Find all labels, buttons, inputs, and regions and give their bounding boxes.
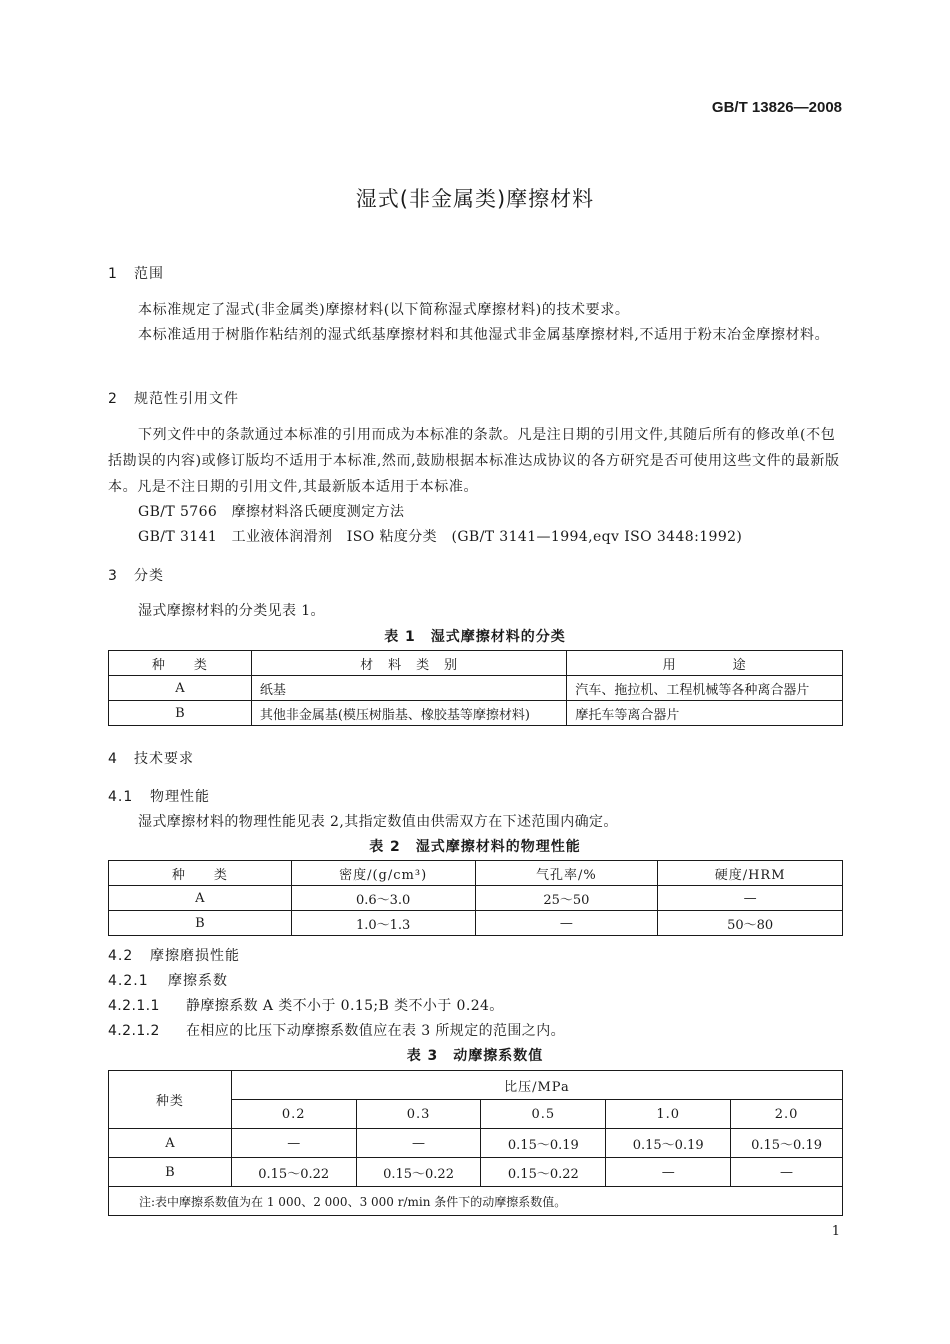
section-number: 4.2 [108,948,134,964]
section-4-2-1-2 [108,1020,565,1040]
column-header: 种 类 [109,651,252,676]
table-cell: A [109,676,252,701]
table-cell: 纸基 [251,676,567,701]
section-1-paragraph-1: 本标准规定了湿式(非金属类)摩擦材料(以下简称湿式摩擦材料)的技术要求。 [138,302,630,318]
section-title: 物理性能 [150,789,210,805]
table-cell: 25～50 [475,886,658,911]
table-3-caption: 表 3 动摩擦系数值 [406,1048,544,1064]
pressure-header: 0.3 [356,1100,481,1129]
section-3-paragraph: 湿式摩擦材料的分类见表 1。 [138,603,325,619]
table-cell: 0.15～0.22 [481,1158,606,1187]
table-cell: — [658,886,843,911]
reference-gbt-5766: GB/T 5766 摩擦材料洛氏硬度测定方法 [138,504,405,520]
column-header: 密度/(g/cm³) [291,861,475,886]
table-2-caption: 表 2 湿式摩擦材料的物理性能 [369,839,581,855]
table-1-classification [108,650,843,726]
table-row [109,886,843,911]
section-title: 摩擦系数 [168,973,228,989]
table-cell: 0.15～0.19 [481,1129,606,1158]
table-cell: A [109,1129,232,1158]
standard-code: GB/T 13826—2008 [711,99,842,116]
table-cell: — [475,911,658,936]
section-4-1-paragraph: 湿式摩擦材料的物理性能见表 2,其指定数值由供需双方在下述范围内确定。 [138,814,618,830]
section-4-2-1-1 [108,995,504,1015]
section-number: 4.2.1.2 [108,1023,160,1039]
table-cell: 0.15～0.22 [231,1158,356,1187]
table-note: 注:表中摩擦系数值为在 1 000、2 000、3 000 r/min 条件下的动摩擦系数值。 [109,1187,843,1216]
table-cell: 1.0～1.3 [291,911,475,936]
table-cell: 0.15～0.22 [356,1158,481,1187]
table-row [109,1129,843,1158]
table-1-caption: 表 1 湿式摩擦材料的分类 [384,629,566,645]
section-number: 4 [108,751,118,767]
table-header-row [109,861,843,886]
table-3-dynamic-friction [108,1070,843,1216]
column-group-header: 比压/MPa [231,1071,842,1100]
section-number: 2 [108,391,118,407]
column-header: 硬度/HRM [658,861,843,886]
clause-text: 在相应的比压下动摩擦系数值应在表 3 所规定的范围之内。 [186,1023,566,1039]
table-cell: — [731,1158,843,1187]
table-cell: 汽车、拖拉机、工程机械等各种离合器片 [567,676,843,701]
table-row [109,1158,843,1187]
section-4-2-heading [108,945,240,965]
column-header: 用 途 [567,651,843,676]
section-4-heading [108,748,194,768]
section-number: 3 [108,568,118,584]
reference-gbt-3141: GB/T 3141 工业液体润滑剂 ISO 粘度分类 (GB/T 3141—1994,eqv ISO 3448:1992) [138,529,743,545]
table-cell: — [356,1129,481,1158]
section-number: 4.2.1.1 [108,998,160,1014]
column-header: 气孔率/% [475,861,658,886]
section-title: 分类 [134,568,164,584]
pressure-header: 2.0 [731,1100,843,1129]
section-2-paragraph: 下列文件中的条款通过本标准的引用而成为本标准的条款。凡是注日期的引用文件,其随后所有的修改单(不包括勘误的内容)或修订版均不适用于本标准,然而,鼓励根据本标准达成协议的各方研究是否可使用这些文件的最新版本。凡是不注日期的引用文件,其最新版本适用于本标准。 [108,427,840,495]
table-row [109,701,843,726]
table-row [109,676,843,701]
table-cell: — [231,1129,356,1158]
column-header: 材 料 类 别 [251,651,567,676]
table-cell: — [606,1158,731,1187]
section-2-heading [108,388,239,408]
section-4-2-1-heading [108,970,228,990]
pressure-header: 0.2 [231,1100,356,1129]
section-3-heading [108,565,164,585]
section-1-heading [108,263,164,283]
section-number: 4.1 [108,789,134,805]
table-header-row [109,651,843,676]
table-row [109,911,843,936]
table-2-physical-properties [108,860,843,936]
table-cell: A [109,886,292,911]
table-cell: 其他非金属基(模压树脂基、橡胶基等摩擦材料) [251,701,567,726]
document-title: 湿式(非金属类)摩擦材料 [355,187,595,211]
section-number: 1 [108,266,118,282]
table-cell: 0.15～0.19 [606,1129,731,1158]
table-cell: B [109,911,292,936]
table-cell: 0.6～3.0 [291,886,475,911]
section-number: 4.2.1 [108,973,149,989]
section-title: 规范性引用文件 [134,391,239,407]
table-note-row [109,1187,843,1216]
clause-text: 静摩擦系数 A 类不小于 0.15;B 类不小于 0.24。 [186,998,504,1014]
section-title: 技术要求 [134,751,194,767]
table-cell: B [109,701,252,726]
section-title: 范围 [134,266,164,282]
column-header: 种类 [109,1071,232,1129]
page-number: 1 [831,1224,840,1239]
section-1-paragraph-2: 本标准适用于树脂作粘结剂的湿式纸基摩擦材料和其他湿式非金属基摩擦材料,不适用于粉末冶金摩擦材料。 [138,327,830,343]
column-header: 种 类 [109,861,292,886]
section-title: 摩擦磨损性能 [150,948,240,964]
table-header-row [109,1071,843,1100]
table-cell: B [109,1158,232,1187]
section-4-1-heading [108,786,210,806]
pressure-header: 0.5 [481,1100,606,1129]
table-cell: 50～80 [658,911,843,936]
pressure-header: 1.0 [606,1100,731,1129]
table-cell: 0.15～0.19 [731,1129,843,1158]
table-cell: 摩托车等离合器片 [567,701,843,726]
